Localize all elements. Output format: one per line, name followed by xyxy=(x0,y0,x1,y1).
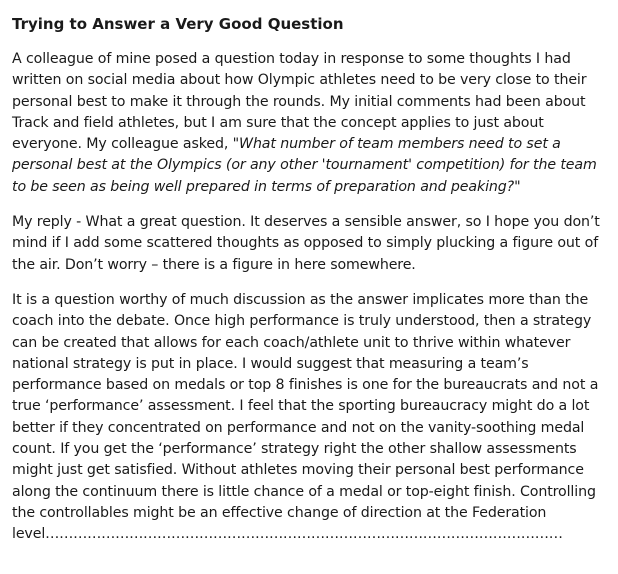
paragraph-reply: My reply - What a great question. It deserves a sensible answer, so I hope you don’t mind if I add some scattered thoughts as opposed to simply plucking a figure out of the air. Don’t worry – there is a figure in here somewhere. xyxy=(12,214,600,273)
article-title: Trying to Answer a Very Good Question xyxy=(12,15,344,33)
trailing-ellipsis: ………………………………………………………………………………………………… xyxy=(45,526,563,543)
colleague-quote: "What number of team members need to set a personal best at the Olympics (or any other 'tournament' competition) for the team to be seen as being well prepared in terms of preparation and peaking?" xyxy=(12,136,597,195)
paragraph-discussion xyxy=(12,290,608,546)
paragraph-intro xyxy=(12,49,608,198)
intro-text: A colleague of mine posed a question today in response to some thoughts I had written on social media about how Olympic athletes need to be very close to their personal best to make it through the rounds. My initial comments had been about Track and field athletes, but I am sure that the concept applies to just about everyone. My colleague asked, xyxy=(12,51,587,153)
discussion-text: It is a question worthy of much discussion as the answer implicates more than the coach into the debate. Once high performance is truly understood, then a strategy can be created that allows for each coach/athlete unit to thrive within whatever national strategy is put in place. I would suggest that measuring a team’s performance based on medals or top 8 finishes is one for the bureaucrats and not a true ‘performance’ assessment. I feel that the sporting bureaucracy might do a lot better if they concentrated on performance and not on the vanity-soothing medal count. If you get the ‘performance’ strategy right the other shallow assessments might just get satisfied. Without athletes moving their personal best performance along the continuum there is little chance of a medal or top-eight finish. Controlling the controllables might be an effective change of direction at the Federation level xyxy=(12,291,599,543)
